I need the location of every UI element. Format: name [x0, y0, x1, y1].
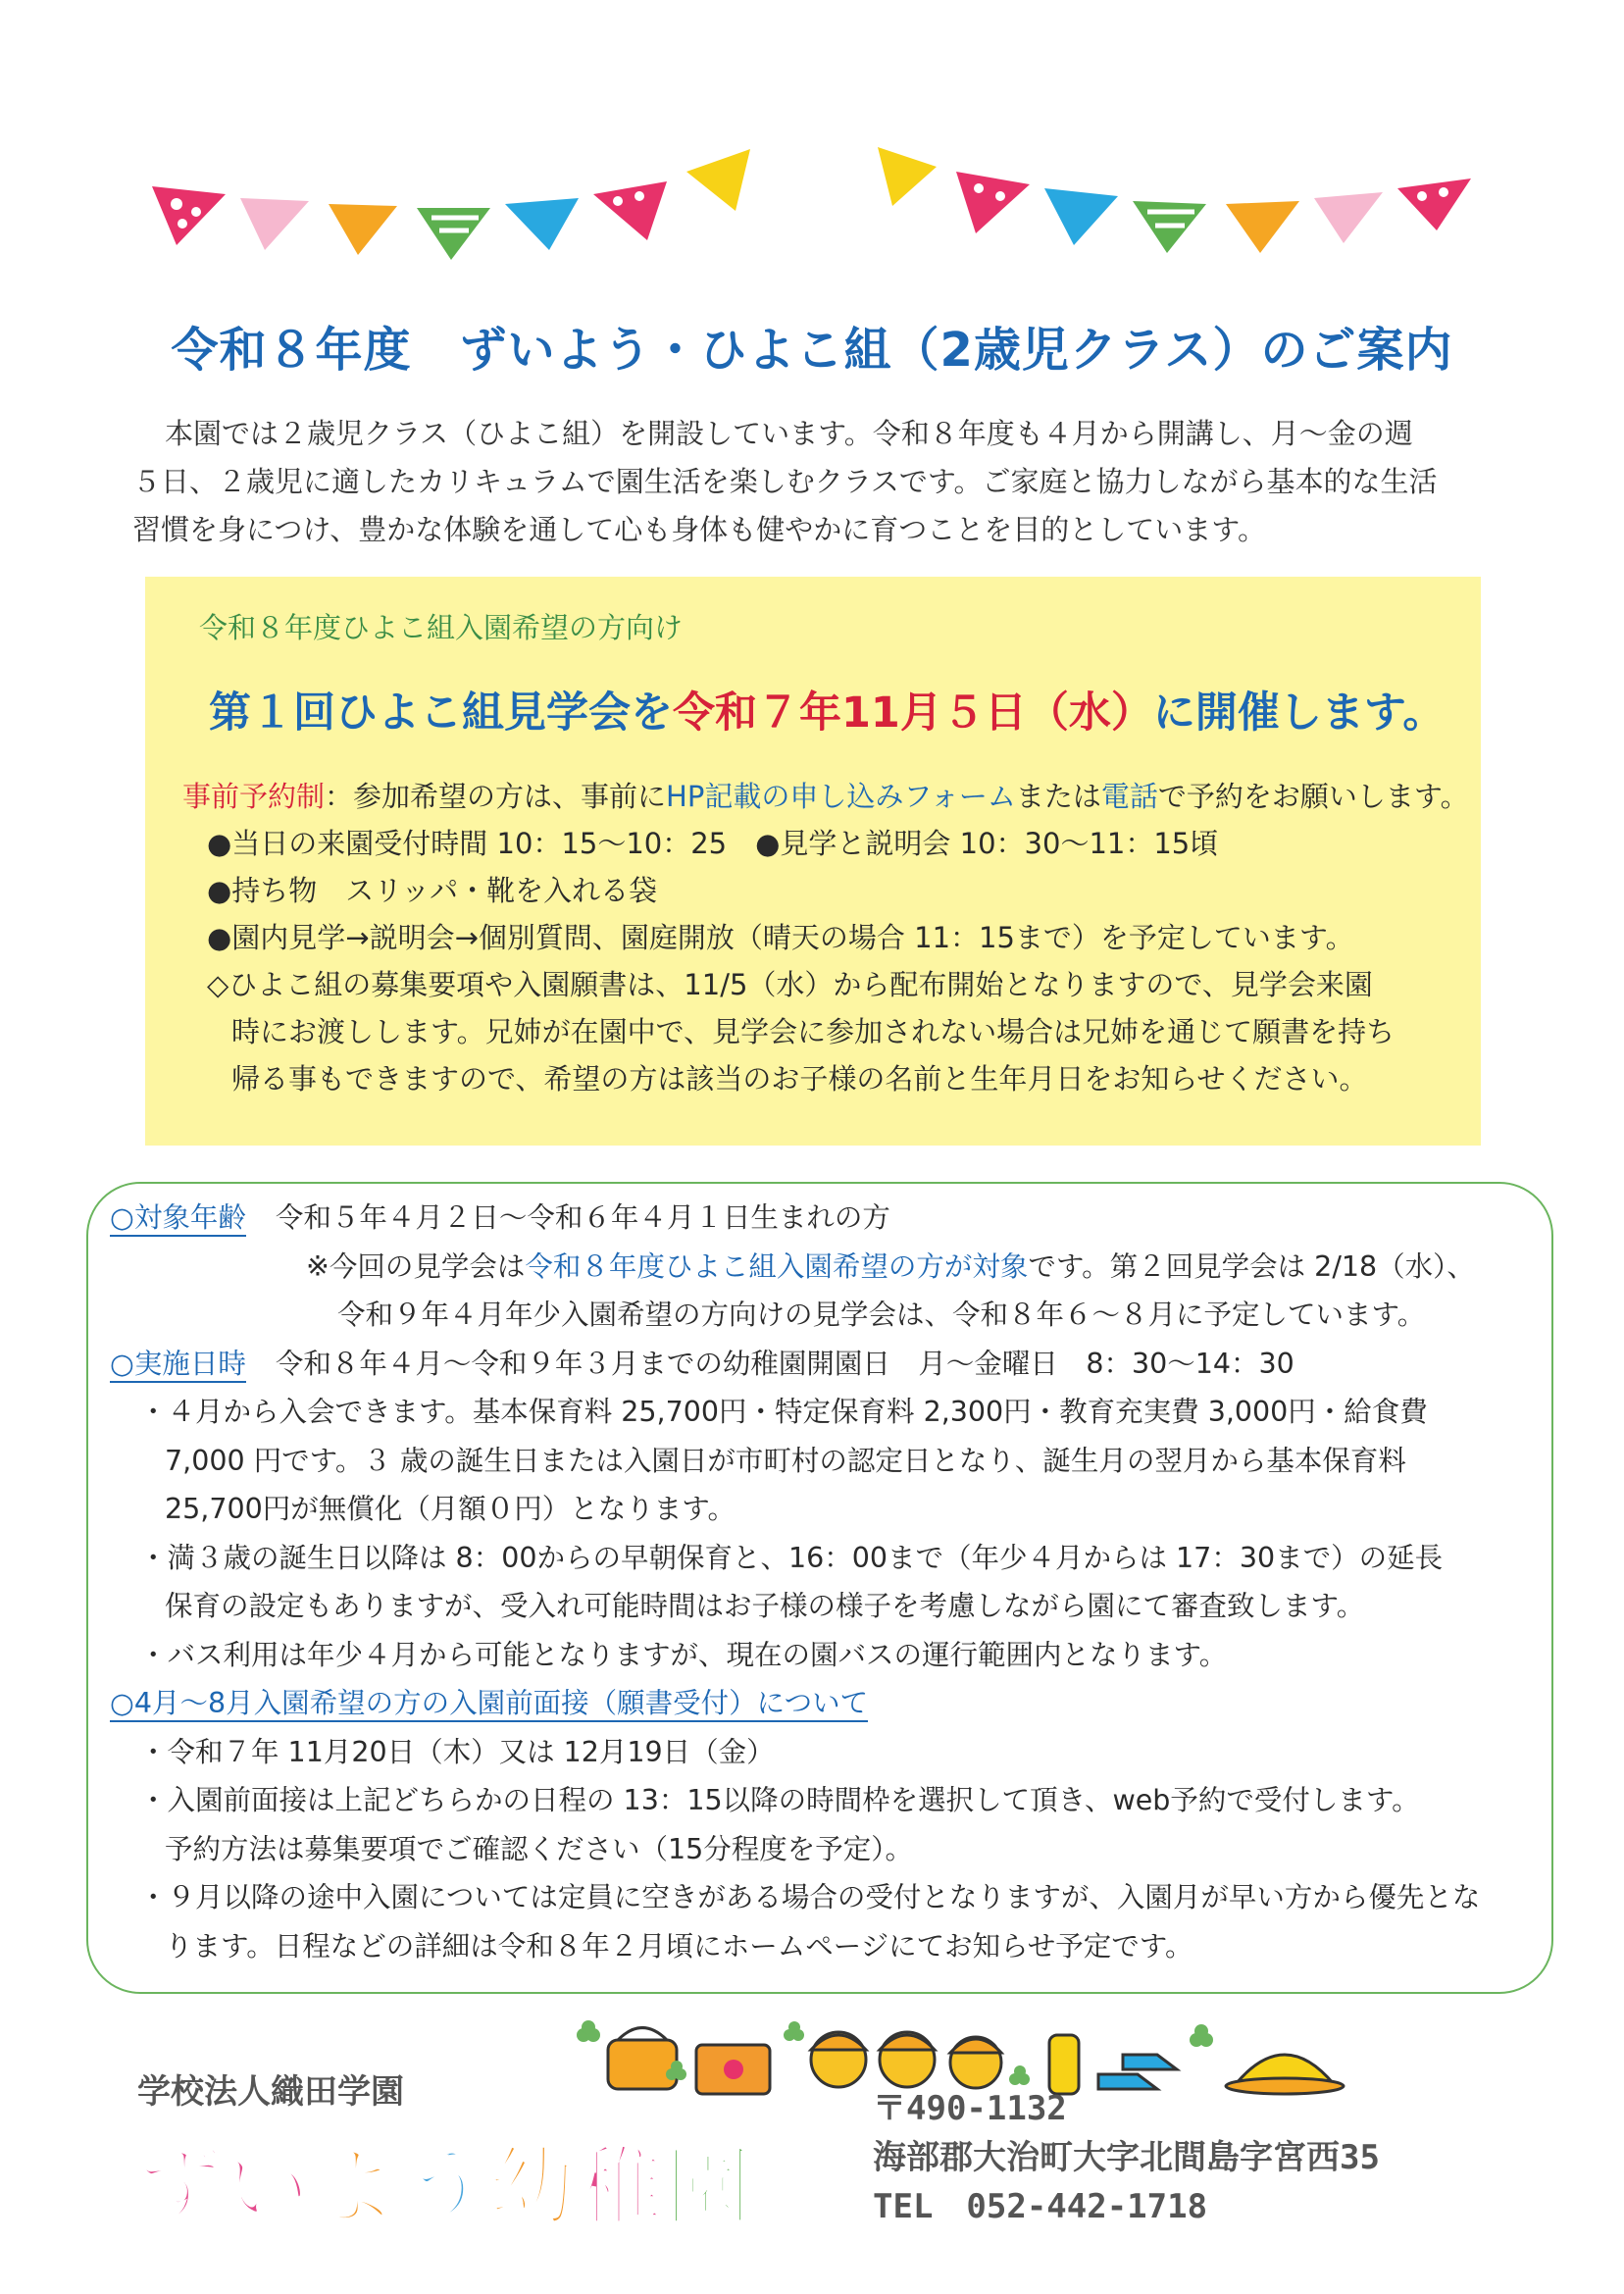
headline-part: に開催します。	[1152, 688, 1446, 738]
school-contact	[873, 2084, 1380, 2231]
bunting-left	[152, 149, 750, 260]
clover-icon	[1190, 2024, 1213, 2047]
reservation-label: 事前予約制	[182, 780, 326, 813]
interview-line: 予約方法は募集要項でご確認ください（15分程度を予定）。	[165, 1832, 914, 1865]
bus-line: ・バス利用は年少４月から可能となりますが、現在の園バスの運行範囲内となります。	[139, 1638, 1228, 1671]
school-name-logo	[135, 2118, 753, 2242]
clover-icon	[1009, 2065, 1030, 2085]
address: 海部郡大治町大字北間島字宮西35	[873, 2138, 1380, 2177]
details-box	[86, 1182, 1553, 1994]
school-corporation: 学校法人織田学園	[137, 2072, 404, 2112]
reservation-form-link: HP記載の申し込みフォーム	[666, 780, 1016, 813]
telephone: TEL 052-442-1718	[873, 2187, 1208, 2226]
bullet-belongings: ●持ち物 スリッパ・靴を入れる袋	[207, 874, 658, 907]
schedule-label: ○実施日時	[110, 1348, 246, 1383]
target-age-note	[110, 1243, 1542, 1292]
school-name-char: 園	[665, 2136, 754, 2237]
school-name-char: ず	[135, 2136, 225, 2237]
notice-headline	[209, 680, 1445, 739]
intro-line: 本園では２歳児クラス（ひよこ組）を開設しています。令和８年度も４月から開講し、月～金の週	[165, 417, 1413, 450]
clover-icon	[577, 2020, 600, 2042]
school-name-char: 幼	[488, 2136, 578, 2237]
interview-heading-line	[110, 1679, 1542, 1728]
schedule-line	[110, 1340, 1542, 1389]
chick-icon	[950, 2037, 1001, 2088]
interview-line: ・令和７年 11月20日（木）又は 12月19日（金）	[139, 1735, 775, 1768]
extended-care-line: 保育の設定もありますが、受入れ可能時間はお子様の様子を考慮しながら園にて審査致します。	[165, 1590, 1365, 1622]
postal-code: 〒490-1132	[873, 2089, 1067, 2128]
note-text: ※今回の見学会は	[306, 1249, 526, 1283]
schedule-text: 令和８年４月～令和９年３月までの幼稚園開園日 月～金曜日 8：30～14：30	[275, 1347, 1294, 1380]
note-highlight: 令和８年度ひよこ組入園希望の方が対象	[525, 1249, 1029, 1283]
bunting-decoration	[0, 118, 1624, 294]
reservation-phone: 電話	[1100, 780, 1158, 813]
school-name-char: う	[400, 2136, 489, 2237]
notice-body	[182, 773, 1467, 1102]
bullet-schedule: ●園内見学→説明会→個別質問、園庭開放（晴天の場合 11：15まで）を予定しています。	[207, 921, 1354, 954]
fee-line: 25,700円が無償化（月額０円）となります。	[165, 1493, 736, 1525]
application-note: 帰る事もできますので、希望の方は該当のお子様の名前と生年月日をお知らせください。	[231, 1062, 1368, 1096]
bullet-reception-time: ●当日の来園受付時間 10：15～10：25 ●見学と説明会 10：30～11：15頃	[207, 827, 1219, 860]
headline-part: 第１回ひよこ組見学会を	[209, 688, 673, 738]
reservation-text: または	[1015, 780, 1101, 813]
lunchbox-icon	[696, 2045, 770, 2094]
interview-line: ・９月以降の途中入園については定員に空きがある場合の受付となりますが、入園月が早い方から優先とな	[139, 1881, 1481, 1913]
target-age-label: ○対象年齢	[110, 1201, 246, 1237]
clover-icon	[784, 2021, 804, 2041]
details-body	[110, 1194, 1542, 1970]
extended-care-line: ・満３歳の誕生日以降は 8：00からの早朝保育と、16：00まで（年少４月からは 17：30まで）の延長	[139, 1541, 1444, 1574]
school-name-char: 稚	[577, 2136, 666, 2237]
notice-subtitle: 令和８年度ひよこ組入園希望の方向け	[199, 611, 684, 644]
fee-line: 7,000 円です。３ 歳の誕生日または入園日が市町村の認定日となり、誕生月の翌月から基本保育料	[165, 1444, 1406, 1477]
interview-line: ・入園前面接は上記どちらかの日程の 13：15以降の時間枠を選択して頂き、web予約で受付します。	[139, 1784, 1420, 1816]
headline-date: 令和７年11月５日（水）	[673, 688, 1153, 738]
intro-paragraph	[132, 410, 1515, 554]
page-title: 令和８年度 ずいよう・ひよこ組（2歳児クラス）のご案内	[171, 323, 1453, 378]
intro-line: ５日、２歳児に適したカリキュラムで園生活を楽しむクラスです。ご家庭と協力しながら基本的な生活	[132, 465, 1438, 498]
school-name-char: い	[224, 2136, 313, 2237]
bag-icon	[608, 2028, 677, 2090]
application-note: ◇ひよこ組の募集要項や入園願書は、11/5（水）から配布開始となりますので、見学会来園	[207, 968, 1373, 1001]
school-name-char: よ	[312, 2136, 401, 2237]
fee-line: ・４月から入会できます。基本保育料 25,700円・特定保育料 2,300円・教育充実費 3,000円・給食費	[139, 1396, 1428, 1428]
intro-line: 習慣を身につけ、豊かな体験を通して心も身体も健やかに育つことを目的としています。	[132, 513, 1266, 546]
application-note: 時にお渡しします。兄姉が在園中で、見学会に参加されない場合は兄姉を通じて願書を持ち	[231, 1015, 1396, 1048]
open-house-notice-box	[145, 577, 1481, 1146]
interview-line: ります。日程などの詳細は令和８年２月頃にホームページにてお知らせ予定です。	[165, 1929, 1193, 1963]
interview-label: ○4月～8月入園希望の方の入園前面接（願書受付）について	[110, 1687, 868, 1722]
target-age-text: 令和５年４月２日～令和６年４月１日生まれの方	[275, 1201, 890, 1234]
reservation-text: ：参加希望の方は、事前に	[325, 780, 667, 813]
reservation-line	[182, 773, 1467, 820]
target-age-line	[110, 1194, 1542, 1243]
note-text: です。第２回見学会は 2/18（水）、	[1028, 1249, 1475, 1283]
chick-icon	[880, 2032, 935, 2087]
target-age-note: 令和９年４月年少入園希望の方向けの見学会は、令和８年６～８月に予定しています。	[337, 1299, 1426, 1331]
chick-icon	[811, 2032, 866, 2087]
bunting-right	[878, 147, 1471, 253]
reservation-text: で予約をお願いします。	[1157, 780, 1469, 813]
